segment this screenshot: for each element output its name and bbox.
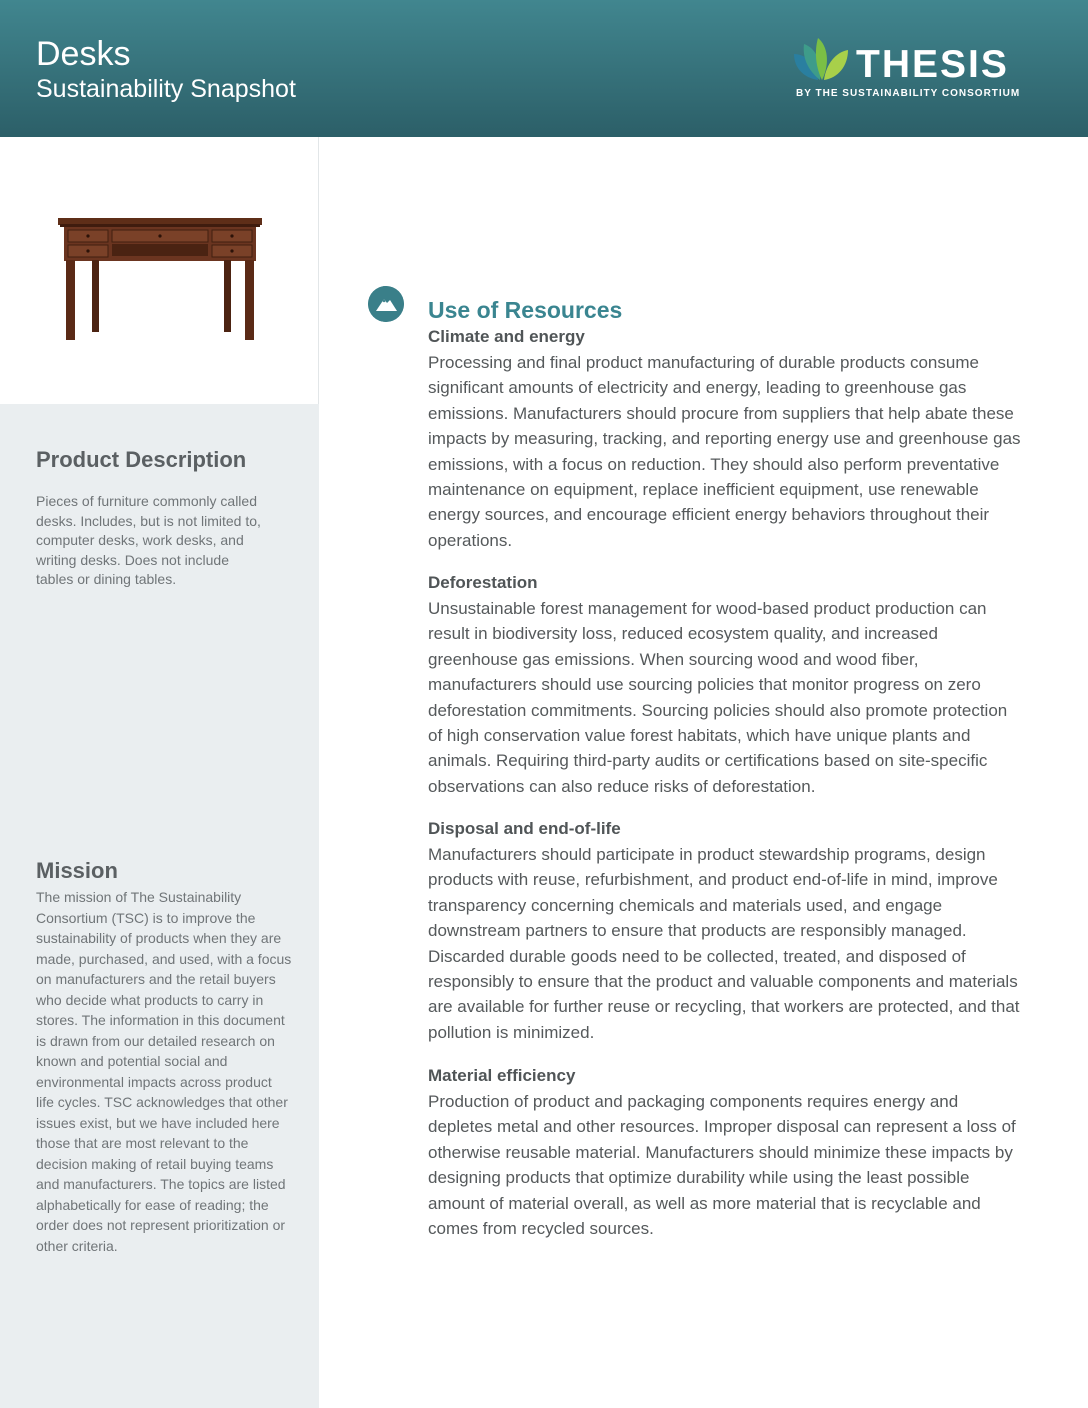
mountain-icon <box>368 286 404 322</box>
product-description-text: Pieces of furniture commonly called desks. Includes, but is not limited to, computer desks, work desks, and writing desks. Does not include tables or dining tables. <box>36 493 261 587</box>
page-header <box>0 0 1088 137</box>
topic-text-disposal: Manufacturers should participate in product stewardship programs, design products with reuse, refurbishment, and product end-of-life in mind, improve transparency concerning chemicals and materials used, and engage downstream partners to ensure that products are responsibly managed. Discarded durable goods need to be collected, treated, and disposed of responsibly to ensure that the product and valuable components and materials are available for further reuse or recycling, that workers are protected, and that pollution is minimized. <box>428 845 1020 1042</box>
topic-text-deforestation: Unsustainable forest management for wood-based product production can result in biodiversity loss, reduced ecosystem quality, and increased greenhouse gas emissions. When sourcing wood and wood fiber, manufacturers should use sourcing policies that monitor progress on zero deforestation commitments. Sourcing policies should also promote protection of high conservation value forest habitats, which have unique plants and animals. Requiring third-party audits or certifications based on site-specific observations can also reduce risks of deforestation. <box>428 599 1008 796</box>
topic-heading-disposal: Disposal and end-of-life <box>428 819 621 838</box>
topic-heading-climate: Climate and energy <box>428 327 585 346</box>
thesis-logo <box>790 36 1030 106</box>
logo-wordmark: THESIS <box>856 43 1009 86</box>
topic-text-material: Production of product and packaging components requires energy and depletes metal and other resources. Improper disposal can represent a loss of otherwise reusable material. Manufacturers should minimize these impacts by designing products that optimize durability while using the least possible amount of material overall, as well as more material that is recyclable and comes from recycled sources. <box>428 1092 1016 1239</box>
product-description-heading: Product Description <box>36 447 247 472</box>
topic-heading-material: Material efficiency <box>428 1066 576 1085</box>
mission-text: The mission of The Sustainability Consortium (TSC) is to improve the sustainability of products when they are made, purchased, and used, with a focus on manufacturers and the retail buyers who decide what products to carry in stores. The information in this document is drawn from our detailed research on known and potential social and environmental impacts across product life cycles. TSC acknowledges that other issues exist, but we have included here those that are most relevant to the decision making of retail buying teams and manufacturers. The topics are listed alphabetically for ease of reading; the order does not represent prioritization or other criteria. <box>36 889 292 1254</box>
page-title: Desks <box>36 35 131 73</box>
logo-tagline: BY THE SUSTAINABILITY CONSORTIUM <box>796 88 1021 99</box>
mission-heading: Mission <box>36 858 118 883</box>
desk-photo <box>56 210 266 344</box>
section-title: Use of Resources <box>428 297 623 323</box>
topic-heading-deforestation: Deforestation <box>428 573 538 592</box>
page-subtitle: Sustainability Snapshot <box>36 75 296 103</box>
leaf-logo-icon <box>790 36 856 84</box>
topic-text-climate: Processing and final product manufacturing of durable products consume significant amounts of electricity and energy, leading to greenhouse gas emissions. Manufacturers should procure from suppliers that help abate these impacts by measuring, tracking, and reporting energy use and greenhouse gas emissions, with a focus on reduction. They should also perform preventative maintenance on equipment, replace inefficient equipment, use renewable energy sources, and encourage efficient energy behaviors throughout their operations. <box>428 353 1021 550</box>
